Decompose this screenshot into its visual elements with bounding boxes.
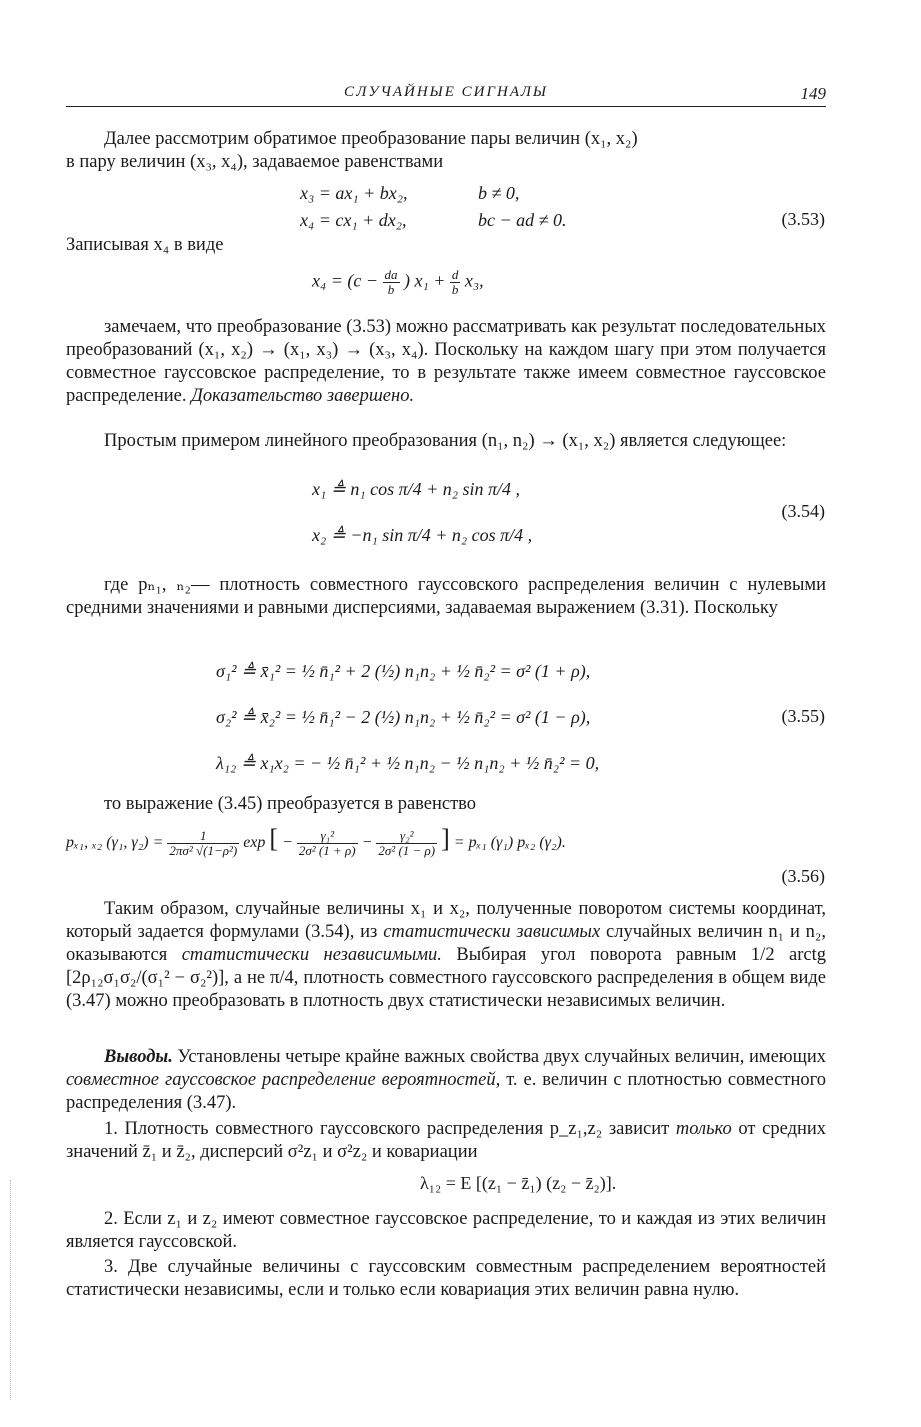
eq-x4-mid: ) x₁ + bbox=[404, 270, 446, 291]
eq-covariance: λ₁₂ = E [(z₁ − z̄₁) (z₂ − z̄₂)]. bbox=[420, 1173, 617, 1193]
eq-3-55-row1: σ₁² ≜ x̄₁² = ½ n̄₁² + 2 (½) n₁n₂ + ½ n̄₂² = σ² (1 + ρ), bbox=[216, 661, 591, 681]
proof-complete: Доказательство завершено. bbox=[191, 386, 415, 406]
page-number: 149 bbox=[800, 84, 826, 103]
paragraph-transforms: то выражение (3.45) преобразуется в равенство bbox=[104, 794, 477, 814]
eq-3-56-number: (3.56) bbox=[781, 866, 825, 886]
eq-3-55-row3: λ₁₂ ≜ x₁x₂ = − ½ n̄₁² + ½ n₁n₂ − ½ n₁n₂ + ½ n̄₂² = 0, bbox=[216, 753, 600, 773]
eq-3-56-coef: $\frac{1}{\text{2πσ² √(1−ρ²)}}$ bbox=[169, 827, 238, 858]
list-item-3: 3. Две случайные величины с гауссовским совместным распределением вероятностей статистически независимы, если и только если ковариация этих величин равна нулю. bbox=[66, 1257, 826, 1300]
joint-gaussian-italic: совместное гауссовское распределение вероятностей, bbox=[66, 1070, 501, 1090]
eq-3-56-rhs: = pₓ₁ (γ₁) pₓ₂ (γ₂). bbox=[453, 834, 566, 851]
eq-3-54-row2: x₂ ≜ −n₁ sin π/4 + n₂ cos π/4 , bbox=[312, 525, 533, 545]
paragraph-summary: Выводы. Установлены четыре крайне важных свойства двух случайных величин, имеющих совместное гауссовское распределение вероятностей, т. е. величин с плотностью совместного распределения (3.47). bbox=[66, 1047, 827, 1113]
paragraph-conclusion: Таким образом, случайные величины x₁ и x₂, полученные поворотом системы координат, который задается формулами (3.54), из статистически зависимых случайных величин n₁ и n₂, оказываются статистически независимыми. Выбирая угол поворота равным 1/2 arctg [2ρ₁₂σ₁σ₂/(σ₁² − σ₂²)], а не π/4, плотность совместного гауссовского распределения в общем виде (3.47) можно преобразовать в плотность двух статистически независимых величин. bbox=[66, 899, 827, 1011]
paragraph-composition: замечаем, что преобразование (3.53) можно рассматривать как результат последовательных преобразований (x₁, x₂) → (x₁, x₃) → (x₃, x₄). Поскольку на каждом шагу при этом получается совместное гауссовское распределение, то в результате также имеем совместное гауссовское распределение. Доказательство завершено. bbox=[66, 317, 826, 406]
eq-x4-lhs: x₄ = (c − bbox=[312, 270, 379, 291]
summary-lead: Выводы. bbox=[104, 1047, 173, 1067]
eq-3-55-row2: σ₂² ≜ x̄₂² = ½ n̄₁² − 2 (½) n₁n₂ + ½ n̄₂² = σ² (1 − ρ), bbox=[216, 707, 591, 727]
paragraph-density: где pₙ₁, ₙ₂— плотность совместного гауссовского распределения величин с нулевыми средними значениями и равными дисперсиями, задаваемая выражением (3.31). Поскольку bbox=[66, 575, 826, 618]
header-rule bbox=[66, 106, 826, 107]
only-italic: только bbox=[675, 1119, 732, 1139]
eq-3-56: pₓ₁, ₓ₂ (γ₁, γ₂) = $\frac{1}{\text{2πσ² √(1−ρ²)}}$ exp [ − $\frac{\text{γ₁²}}{\text{2σ² (1 + ρ)}}$ − $\frac{\text{γ₂²}}{\text{2σ² (1 − ρ)}}$ ] = pₓ₁ (γ₁) pₓ₂ (γ₂). bbox=[66, 824, 566, 858]
eq-3-53-row1-right: b ≠ 0, bbox=[478, 183, 520, 203]
eq-3-56-exp: exp bbox=[243, 834, 266, 851]
margin-speckle bbox=[10, 1180, 13, 1400]
eq-3-54-number: (3.54) bbox=[781, 501, 825, 521]
eq-x4-tail: x₃, bbox=[464, 270, 484, 291]
intro-line-2: в пару величин (x₃, x₄), задаваемое равенствами bbox=[66, 152, 444, 172]
eq-3-55-number: (3.55) bbox=[781, 706, 825, 726]
eq-3-54-row1: x₁ ≜ n₁ cos π/4 + n₂ sin π/4 , bbox=[312, 479, 521, 499]
eq-x4 bbox=[312, 268, 484, 297]
running-header bbox=[66, 84, 826, 106]
statistically-dependent: статистически зависимых bbox=[383, 922, 601, 942]
list-item-1: 1. Плотность совместного гауссовского распределения p_z₁,z₂ зависит только от средних значений z̄₁ и z̄₂, дисперсий σ²z₁ и σ²z₂ и ковариации bbox=[66, 1119, 827, 1162]
paragraph-intro bbox=[66, 128, 826, 174]
eq-3-53-row2-right: bc − ad ≠ 0. bbox=[478, 210, 567, 230]
eq-3-53-row2-left: x₄ = cx₁ + dx₂, bbox=[300, 210, 407, 230]
eq-3-53-number: (3.53) bbox=[781, 209, 825, 229]
paragraph-example: Простым примером линейного преобразования (n₁, n₂) → (x₁, x₂) является следующее: bbox=[104, 431, 787, 451]
list-item-2: 2. Если z₁ и z₂ имеют совместное гауссовское распределение, то и каждая из этих величин является гауссовской. bbox=[66, 1209, 826, 1252]
paragraph-writing-x4: Записывая x₄ в виде bbox=[66, 235, 224, 255]
eq-x4-frac1: $\frac{da}{b}$ bbox=[384, 267, 398, 297]
eq-3-53-row1-left: x₃ = ax₁ + bx₂, bbox=[300, 183, 408, 203]
eq-x4-frac2: $\frac{d}{b}$ bbox=[451, 267, 459, 297]
statistically-independent: статистически независимыми. bbox=[181, 945, 442, 965]
running-title: СЛУЧАЙНЫЕ СИГНАЛЫ bbox=[344, 84, 548, 100]
eq-3-56-term2: $\frac{\text{γ₂²}}{\text{2σ² (1 − ρ)}}$ bbox=[378, 827, 436, 858]
eq-3-56-term1: $\frac{\text{γ₁²}}{\text{2σ² (1 + ρ)}}$ bbox=[298, 827, 356, 858]
eq-3-56-lhs: pₓ₁, ₓ₂ (γ₁, γ₂) = bbox=[66, 834, 164, 851]
intro-line-1: Далее рассмотрим обратимое преобразование пары величин (x₁, x₂) bbox=[104, 129, 638, 149]
